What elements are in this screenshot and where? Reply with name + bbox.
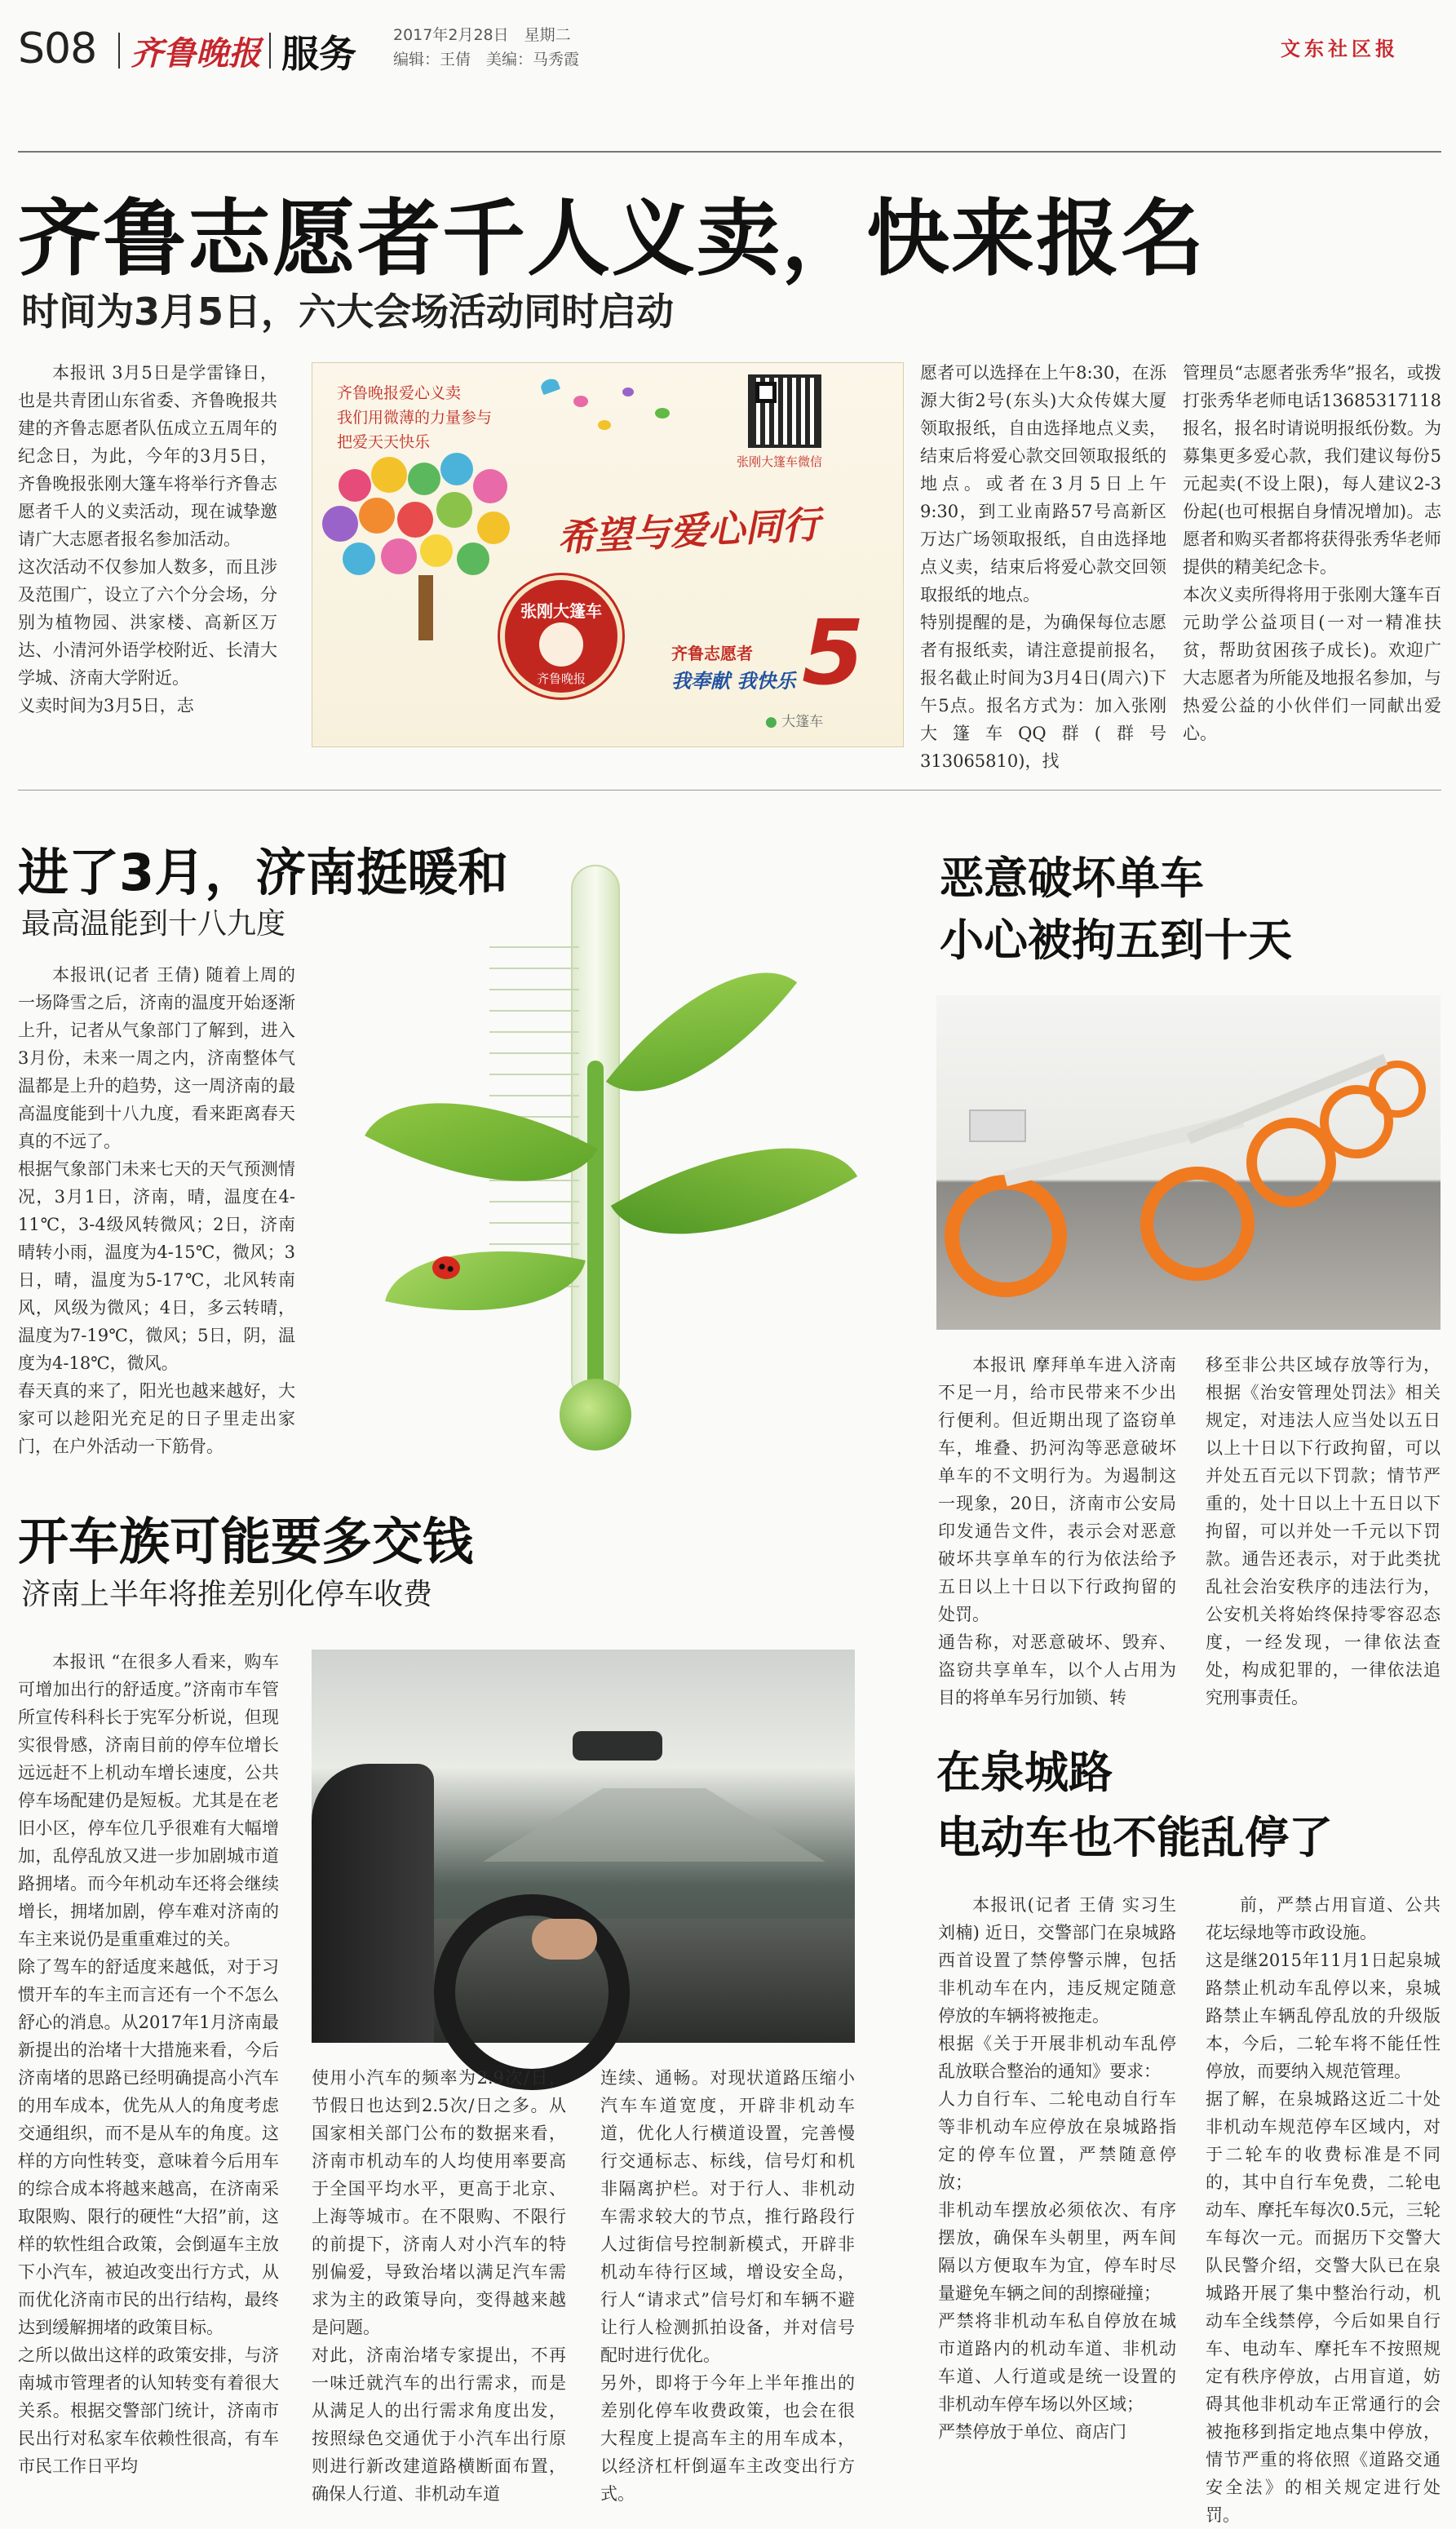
car-interior-photo: [312, 1650, 855, 2043]
driver: [312, 1764, 434, 2043]
article4-col1: 本报讯 摩拜单车进入济南不足一月，给市民带来不少出行便利。但近期出现了盗窃单车，堆叠、扔河沟等恶意破坏单车的不文明行为。为遏制这一现象，20日，济南市公安局印发通告文件，表示会对恶意破坏共享单车的行为依法给予五日以上十日以下行政拘留的处罚。 通告称，对恶意破坏、毁弃、盗窃共享单车，以个人占用为目的将单车另行加锁、转: [938, 1355, 1176, 1707]
leaf: [611, 1092, 857, 1291]
paper-logo: 齐鲁晚报: [131, 34, 261, 73]
wechat-watermark: ● 大篷车: [765, 714, 824, 730]
issue-date: 2017年2月28日 星期二: [393, 26, 571, 44]
article4-col2: 移至非公共区域存放等行为，根据《治安管理处罚法》相关规定，对违法人应当处以五日以上十日以下行政拘留，可以并处五百元以下罚款；情节严重的，处十日以上十五日以下拘留，可以并处一千元以下罚款。通告还表示，对于此类扰乱社会治安秩序的违法行为，公安机关将始终保持零容忍态度，一经发现，一律依法查处，构成犯罪的，一律依法追究刑事责任。: [1206, 1355, 1441, 1707]
subhead-weather: 最高温能到十八九度: [21, 907, 286, 941]
headline-volunteer-sale: 齐鲁志愿者千人义卖，快来报名: [18, 191, 1206, 288]
subhead-parking: 济南上半年将推差别化停车收费: [21, 1578, 433, 1611]
qr-caption: 张刚大篷车微信: [737, 454, 823, 469]
headline-bike-l2: 小心被拘五到十天: [940, 915, 1292, 966]
article3-col3: 连续、通畅。对现状道路压缩小汽车车道宽度，开辟非机动车道，优化人行横道设置，完善慢行交通标志、标线，信号灯和机非隔离护栏。对于行人、非机动车需求较大的节点，推行路段行人过街信号控制新模式，开辟非机动车待行区域，增设安全岛，行人“请求式”信号灯和车辆不避让行人检测抓拍设备，并对信号配时进行优化。 另外，即将于今年上半年推出的差别化停车收费政策，也会在很大程度上提高车主的用车成本，以经济杠杆倒逼车主改变出行方式。: [600, 2068, 855, 2504]
butterfly-icon: [539, 377, 560, 396]
headline-ebike-l1: 在泉城路: [936, 1747, 1113, 1798]
butterfly-icon: [598, 420, 611, 430]
article1-col2: 愿者可以选择在上午8:30，在泺源大街2号(东头)大众传媒大厦领取报纸，自由选择地点义卖，结束后将爱心款交回领取报纸的地点。或者在3月5日上午9:30，到工业南路57号高新区万达广场领取报纸，自由选择地点义卖，结束后将爱心款交回领取报纸的地点。 特别提醒的是，为确保每位志愿者有报纸卖，请注意提前报名，报名截止时间为3月4日(周六)下午5点。报名方式为：加入张刚大篷车QQ群(群号313065810)，找: [920, 363, 1166, 771]
article5-col1: 本报讯(记者 王倩 实习生 刘楠) 近日，交警部门在泉城路西首设置了禁停警示牌，包括非机动车在内，违反规定随意停放的车辆将被拖走。 根据《关于开展非机动车乱停乱放联合整治的通知》要求： 人力自行车、二轮电动自行车等非机动车应停放在泉城路指定的停车位置，严禁随意停放； 非机动车摆放必须依次、有序摆放，确保车头朝里，两车间隔以方便取车为宜，停车时尽量避免车辆之间的刮擦碰撞； 严禁将非机动车私自停放在城市道路内的机动车道、非机动车道、人行道或是统一设置的非机动车停车场以外区域； 严禁停放于单位、商店门: [938, 1895, 1176, 2442]
caravan-badge: 张刚大篷车 齐鲁晚报: [500, 575, 622, 698]
article5-col2: 前，严禁占用盲道、公共花坛绿地等市政设施。 这是继2015年11月1日起泉城路禁止机动车乱停以来，泉城路禁止车辆乱停乱放的升级版本，今后，二轮车将不能任性停放，而要纳入规范管理。 据了解，在泉城路这近二十处非机动车规范停车区域内，对于二轮车的收费标准是不同的，其中自行车免费，二轮电动车、摩托车每次0.5元，三轮车每次一元。而据历下交警大队民警介绍，交警大队已在泉城路开展了集中整治行动，机动车全线禁停，今后如果自行车、电动车、摩托车不按照规定有秩序停放，占用盲道，妨碍其他非机动车正常通行的会被拖移到指定地点集中停放，情节严重的将依照《道路交通安全法》的相关规定进行处罚。: [1206, 1895, 1441, 2525]
article2-body: 本报讯(记者 王倩) 随着上周的一场降雪之后，济南的温度开始逐渐上升，记者从气象部门了解到，进入3月份，未来一周之内，济南整体气温都是上升的趋势，这一周济南的最高温度能到十八九度，看来距离春天真的不远了。 根据气象部门未来七天的天气预测情况，3月1日，济南，晴，温度在4-11℃，3-4级风转微风；2日，济南晴转小雨，温度为4-15℃，微风；3日，晴，温度为5-17℃，北风转南风，风级为微风；4日，多云转晴，温度为7-19℃，微风；5日，阴，温度为4-18℃，微风。 春天真的来了，阳光也越来越好，大家可以趁阳光充足的日子里走出家门，在户外活动一下筋骨。: [18, 965, 295, 1456]
edition-tag: 文东社区报: [1281, 38, 1399, 60]
masthead-divider-2: [269, 33, 271, 69]
butterfly-icon: [573, 396, 588, 407]
qr-inner: [755, 382, 777, 403]
thermometer-mercury: [587, 1061, 604, 1387]
article1-rule: [18, 790, 1441, 791]
butterfly-icon: [655, 408, 670, 419]
headline-bike-l1: 恶意破坏单车: [940, 853, 1204, 904]
anniversary-five: 5: [802, 600, 865, 705]
headline-ebike-l2: 电动车也不能乱停了: [936, 1812, 1333, 1863]
thermometer-plant-illustration: [359, 848, 881, 1468]
headline-weather: 进了3月，济南挺暖和: [18, 843, 509, 902]
bike-wheel: [945, 1175, 1067, 1297]
article3-col1: 本报讯 “在很多人看来，购车可增加出行的舒适度。”济南市车管所宣传科科长于宪军分析说，但现实很骨感，济南目前的停车位增长远远赶不上机动车增长速度，公共停车场配建仍是短板。尤其是在老旧小区，停车位几乎很难有大幅增加，乱停乱放又进一步加剧城市道路拥堵。而今年机动车还将会继续增长，拥堵加剧，停车难对济南的车主来说仍是重重难过的关。 除了驾车的舒适度来越低，对于习惯开车的车主而言还有一个不怎么舒心的消息。从2017年1月济南最新提出的治堵十大措施来看，今后济南堵的思路已经明确提高小汽车的用车成本，优先从人的角度考虑交通组织，而不是从车的角度。这样的方向性转变，意味着今后用车的综合成本将越来越高，在济南采取限购、限行的硬性“大招”前，这样的软性组合政策，会倒逼车主放下小汽车，被迫改变出行方式，从而优化济南市民的出行结构，最终达到缓解拥堵的政策目标。 之所以做出这样的政策安排，与济南城市管理者的认知转变有着很大关系。根据交警部门统计，济南市民出行对私家车依赖性很高，有车市民工作日平均: [18, 1652, 279, 2476]
portrait-icon: [539, 622, 583, 667]
wechat-icon: ●: [765, 714, 777, 730]
road: [483, 1788, 825, 1862]
bike-basket: [969, 1109, 1026, 1142]
poster-title: 希望与爱心同行: [555, 502, 821, 560]
masthead-divider-1: [118, 33, 120, 69]
headline-parking: 开车族可能要多交钱: [18, 1512, 474, 1571]
poster-slogan: 齐鲁晚报爱心义卖 我们用微薄的力量参与 把爱天天快乐: [337, 384, 493, 451]
driver-hand: [532, 1919, 597, 1960]
shared-bikes-photo: [936, 995, 1441, 1330]
thermometer-bulb: [560, 1379, 631, 1451]
page-number: S08: [18, 24, 97, 73]
article1-col1: 本报讯 3月5日是学雷锋日，也是共青团山东省委、齐鲁晚报共建的齐鲁志愿者队伍成立五周年的纪念日，为此，今年的3月5日，齐鲁晚报张刚大篷车将举行齐鲁志愿者千人的义卖活动，现在诚挚邀请广大志愿者报名参加活动。 这次活动不仅参加人数多，而且涉及范围广，设立了六个分会场，分别为植物园、洪家楼、高新区万达、小清河外语学校附近、长清大学城、济南大学附近。 义卖时间为3月5日，志: [18, 363, 277, 715]
editor-credits: 编辑：王倩 美编：马秀霞: [393, 51, 580, 69]
article1-col3: 管理员“志愿者张秀华”报名，或拨打张秀华老师电话13685317118报名，报名时请说明报纸份数。为募集更多爱心款，我们建议每份5元起卖(不设上限)，每人建议2-3份起(也可根据自身情况增加)。志愿者和购买者都将获得张秀华老师提供的精美纪念卡。 本次义卖所得将用于张刚大篷车百元助学公益项目(一对一精准扶贫，帮助贫困孩子成长)。欢迎广大志愿者为所能及地报名参加，与热爱公益的小伙伴们一同献出爱心。: [1183, 363, 1441, 743]
ladybug-icon: [432, 1256, 460, 1279]
bike-wheel: [1140, 1167, 1255, 1281]
heart-tree: [322, 453, 534, 640]
rearview-mirror: [573, 1731, 662, 1761]
volunteer-slogan: 我奉献 我快乐: [671, 670, 796, 693]
subhead-volunteer-sale: 时间为3月5日，六大会场活动同时启动: [21, 290, 675, 334]
butterfly-icon: [622, 388, 634, 396]
volunteer-brand: 齐鲁志愿者: [671, 644, 753, 663]
steering-wheel: [434, 1894, 630, 2090]
masthead-rule: [18, 151, 1441, 153]
charity-poster: [312, 362, 904, 747]
article3-col2: 使用小汽车的频率为2.9次/日，节假日也达到2.5次/日之多。从国家相关部门公布的数据来看，济南市机动车的人均使用率要高于全国平均水平，更高于北京、上海等城市。在不限购、不限行的前提下，济南人对小汽车的特别偏爱，导致治堵以满足汽车需求为主的政策导向，变得越来越是问题。 对此，济南治堵专家提出，不再一味迁就汽车的出行需求，而是从满足人的出行需求角度出发，按照绿色交通优于小汽车出行原则进行新改建道路横断面布置，确保人行道、非机动车道: [312, 2068, 566, 2504]
section-name: 服务: [281, 32, 356, 76]
leaf: [606, 928, 797, 1137]
bike-wheel: [1369, 1061, 1426, 1118]
